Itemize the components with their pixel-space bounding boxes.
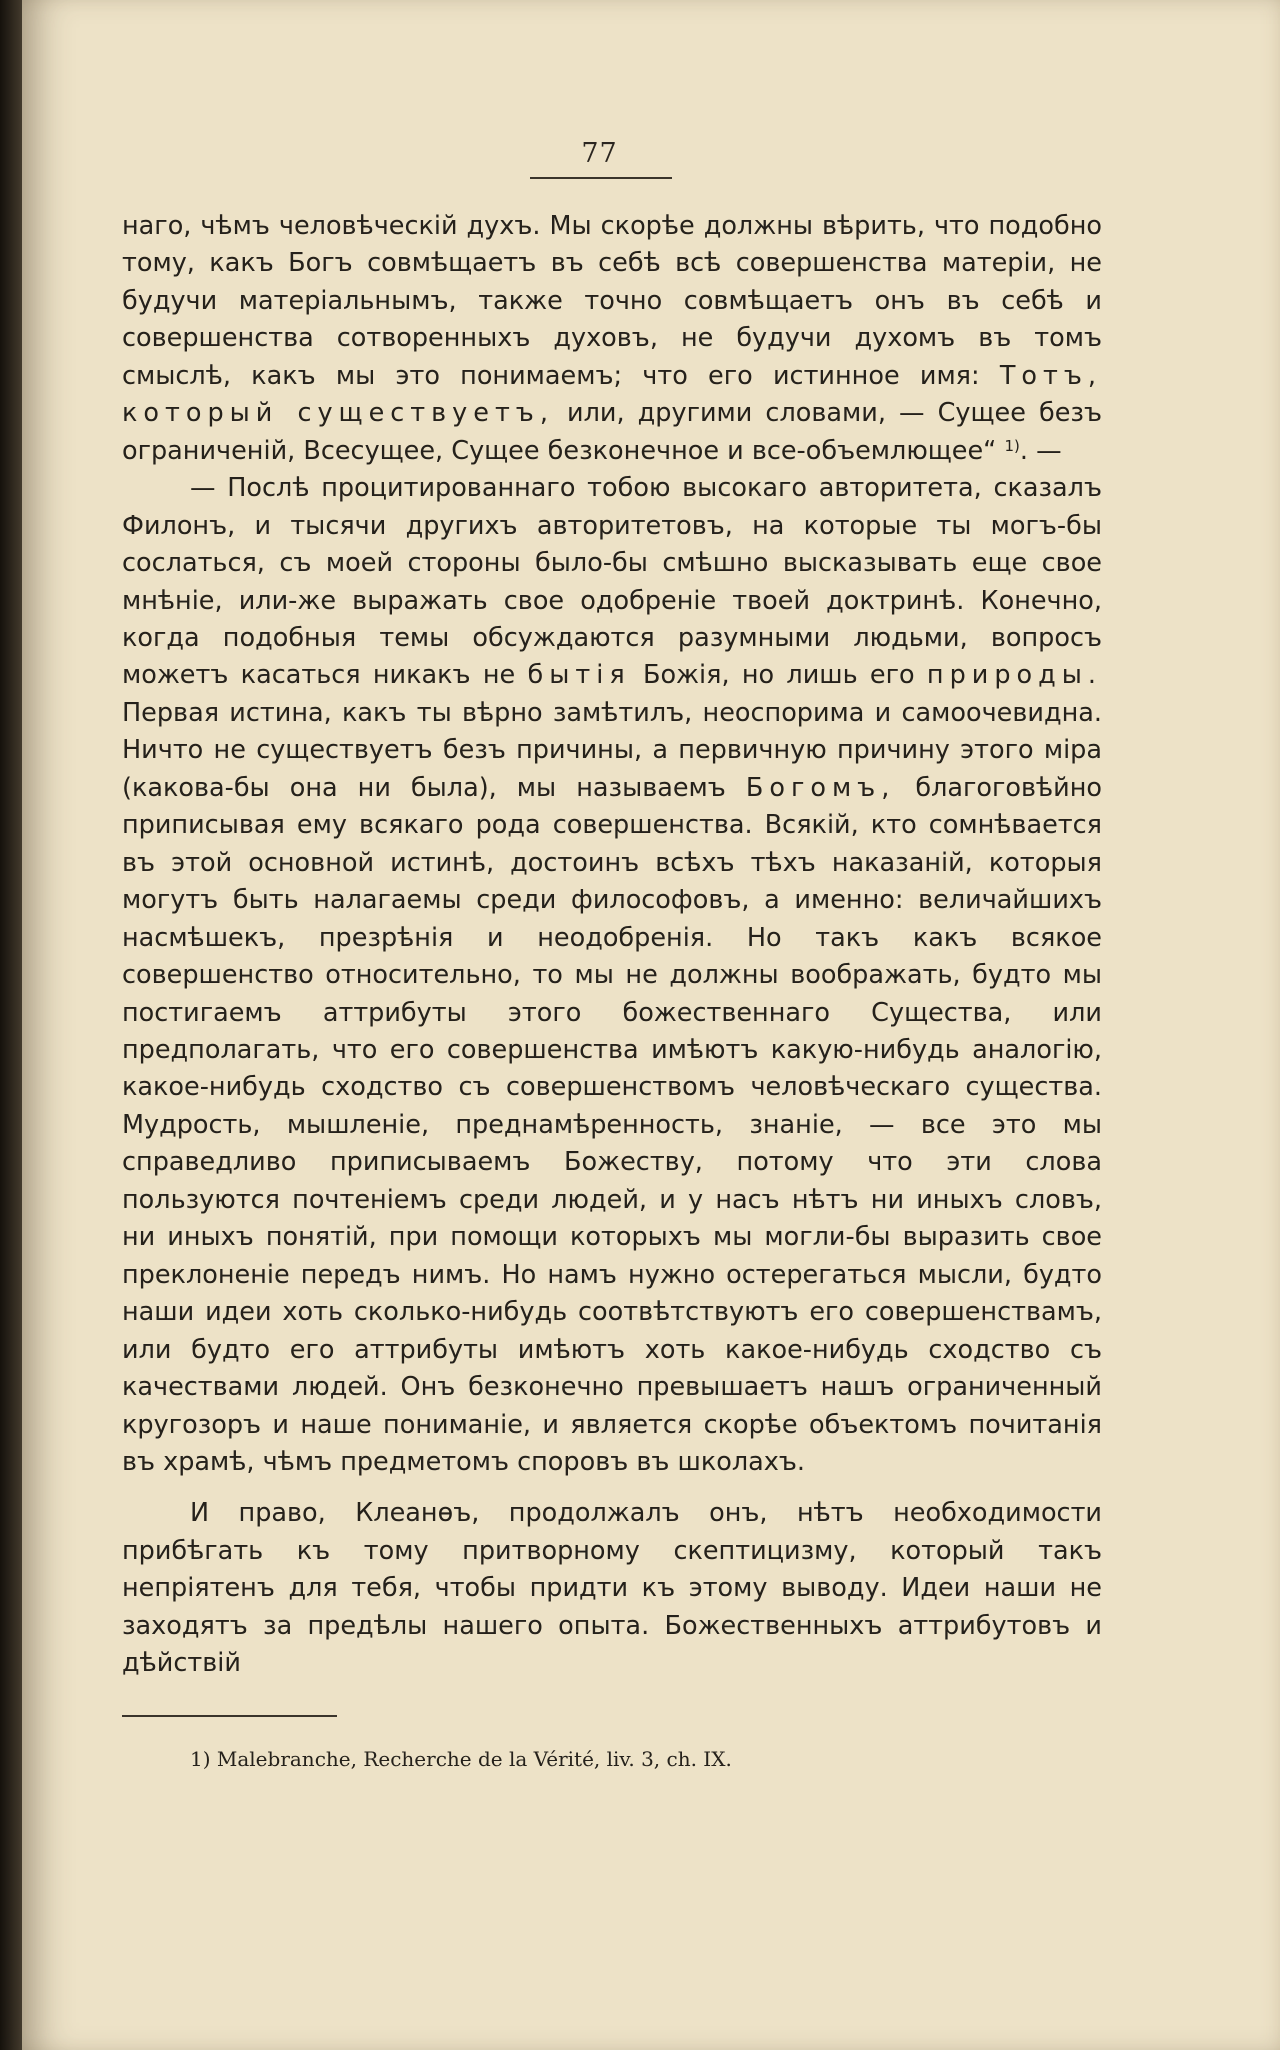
paragraph xyxy=(122,470,1102,1481)
footnote-reference: 1) xyxy=(1004,436,1020,455)
text-run: благоговѣйно приписывая ему всякаго рода совершенства. Всякій, кто сомнѣвается въ этой основной истинѣ, достоинъ всѣхъ тѣхъ наказаній, которыя могутъ быть налагаемы среди философовъ, а именно: величайшихъ насмѣшекъ, презрѣнія и неодобренія. Но такъ какъ всякое совершенство относительно, то мы не должны воображать, будто мы постигаемъ аттрибуты этого божественнаго Существа, или предполагать, что его совершенства имѣютъ какую-нибудь аналогію, какое-нибудь сходство съ совершенствомъ человѣческаго существа. Мудрость, мышленіе, преднамѣренность, знаніе, — все это мы справедливо приписываемъ Божеству, потому что эти слова пользуются почтеніемъ среди людей, и у насъ нѣтъ ни иныхъ словъ, ни иныхъ понятій, при помощи которыхъ мы могли-бы выразить свое преклоненіе передъ нимъ. Но намъ нужно остерегаться мысли, будто наши идеи хоть сколько-нибудь соотвѣтствуютъ его совершенствамъ, или будто его аттрибуты имѣютъ хоть какое-нибудь сходство съ качествами людей. Онъ безконечно превышаетъ нашъ ограниченный кругозоръ и наше пониманіе, и является скорѣе объектомъ почитанія въ храмѣ, чѣмъ предметомъ споровъ въ школахъ. xyxy=(122,772,1103,1477)
page-number: 77 xyxy=(581,138,618,169)
text-run: или, другими словами, — Сущее безъ ограниченій, Всесущее, Сущее безконечное и все-объемлющее“ xyxy=(122,398,1102,466)
paragraph xyxy=(122,208,1102,470)
page-number-rule xyxy=(530,177,672,179)
emphasized-spaced-text: природы. xyxy=(926,660,1102,691)
emphasized-spaced-text: Богомъ, xyxy=(745,772,896,803)
text-run: Божія, но лишь его xyxy=(630,660,927,691)
text-run: И право, Клеанѳъ, продолжалъ онъ, нѣтъ необходимости прибѣгать къ тому притворному скептицизму, который такъ непріятенъ для тебя, чтобы придти къ этому выводу. Идеи наши не заходятъ за предѣлы нашего опыта. Божественныхъ аттрибутовъ и дѣйствій xyxy=(122,1498,1102,1679)
book-page xyxy=(22,0,1280,2050)
text-run: наго, чѣмъ человѣческій духъ. Мы скорѣе должны вѣрить, что подобно тому, какъ Богъ совмѣщаетъ въ себѣ всѣ совершенства матеріи, не будучи матеріальнымъ, также точно совмѣщаетъ онъ въ себѣ и совершенства сотворенныхъ духовъ, не будучи духомъ въ томъ смыслѣ, какъ мы это понимаемъ; что его истинное имя: xyxy=(122,211,1102,391)
emphasized-spaced-text: бытія xyxy=(527,660,631,691)
text-run: . — xyxy=(1019,435,1062,466)
footnote: 1) Malebranche, Recherche de la Vérité, liv. 3, ch. IX. xyxy=(190,1747,732,1771)
footnote-rule xyxy=(122,1715,337,1717)
paragraph xyxy=(122,1495,1102,1682)
text-run: — Послѣ процитированнаго тобою высокаго авторитета, сказалъ Филонъ, и тысячи другихъ авторитетовъ, на которые ты могъ-бы сослаться, съ моей стороны было-бы смѣшно высказывать еще свое мнѣніе, или-же выражать свое одобреніе твоей доктринѣ. Конечно, когда подобныя темы обсуждаются разумными людьми, вопросъ можетъ касаться никакъ не xyxy=(122,473,1102,691)
body-text xyxy=(122,208,1102,1683)
text-run: Первая истина, какъ ты вѣрно замѣтилъ, неоспорима и самоочевидна. Ничто не существуетъ безъ причины, а первичную причину этого міра (какова-бы она ни была), мы называемъ xyxy=(122,697,1102,803)
emphasized-spaced-text: Тотъ, который существуетъ, xyxy=(122,360,1102,429)
